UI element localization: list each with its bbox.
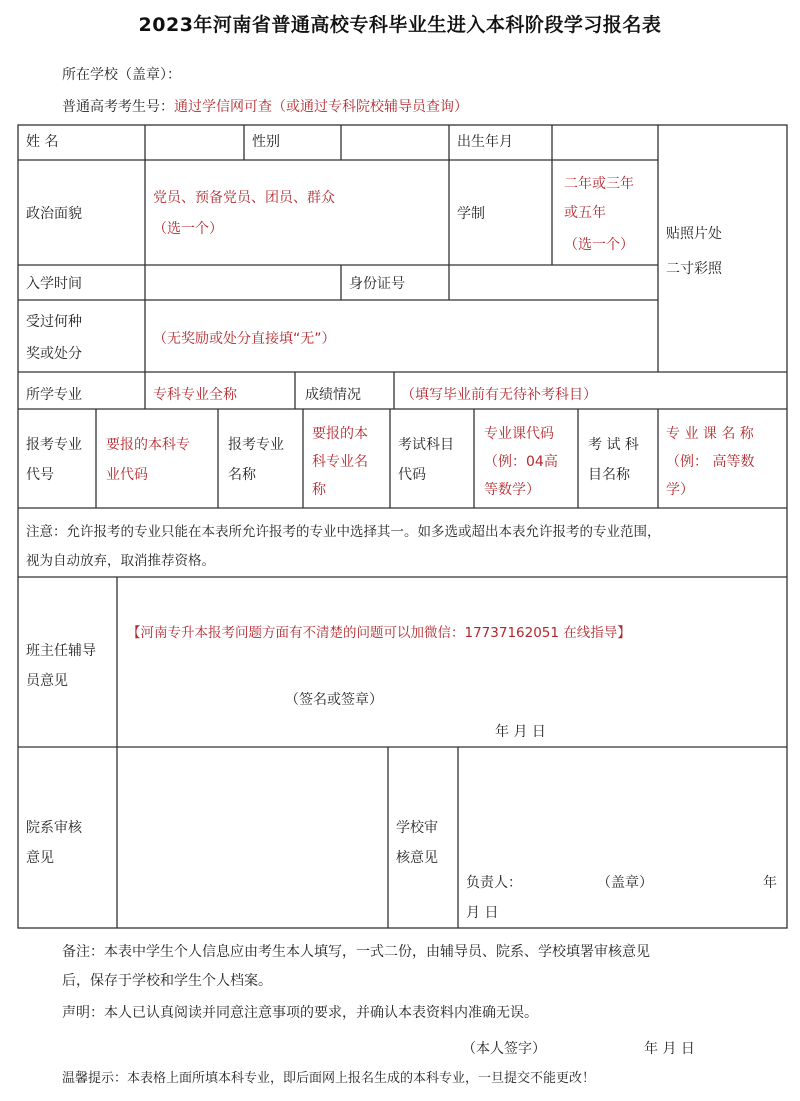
remark-line1: 备注：本表中学生个人信息应由考生本人填写，一式二份，由辅导员、院系、学校填署审核意见	[62, 944, 650, 960]
birth-label: 出生年月	[457, 134, 513, 150]
major-name-hint-line2: 科专业名	[312, 454, 368, 470]
advisor-date: 年 月 日	[495, 724, 546, 740]
subject-code-hint-line2: （例：04高	[484, 454, 558, 470]
major-code-label-line2: 代号	[26, 467, 54, 483]
subject-name-hint-line1: 专 业 课 名 称	[666, 426, 754, 442]
note-line1: 注意：允许报考的专业只能在本表所允许报考的专业中选择其一。如多选或超出本表允许报考的专业范围，	[26, 524, 661, 540]
id-number-label: 身份证号	[349, 276, 405, 292]
major-code-hint-line1: 要报的本科专	[106, 437, 190, 453]
major-hint: 专科专业全称	[153, 387, 237, 403]
exam-number-label: 普通高考考生号：	[62, 99, 174, 115]
award-label-line2: 奖或处分	[26, 346, 82, 362]
major-code-label-line1: 报考专业	[26, 437, 82, 453]
department-review-label-line2: 意见	[26, 850, 54, 866]
major-label: 所学专业	[26, 387, 82, 403]
responsible-person-label: 负责人：	[466, 875, 522, 891]
award-label-line1: 受过何种	[26, 314, 82, 330]
warm-tip: 温馨提示：本表格上面所填本科专业，即后面网上报名生成的本科专业，一旦提交不能更改！	[62, 1071, 596, 1086]
subject-code-hint-line1: 专业课代码	[484, 426, 554, 442]
self-signature-label: （本人签字）	[462, 1041, 546, 1057]
school-system-hint2: 或五年	[564, 205, 606, 221]
grade-label: 成绩情况	[305, 387, 361, 403]
subject-code-hint-line3: 等数学）	[484, 482, 540, 498]
major-name-hint-line3: 称	[312, 482, 326, 498]
exam-number-hint: 通过学信网可查（或通过专科院校辅导员查询）	[174, 99, 468, 115]
school-review-month-day: 月 日	[466, 905, 499, 921]
statement: 声明：本人已认真阅读并同意注意事项的要求，并确认本表资料内准确无误。	[62, 1005, 538, 1021]
major-code-hint-line2: 业代码	[106, 467, 148, 483]
note-line2: 视为自动放弃，取消推荐资格。	[26, 553, 215, 569]
subject-name-label-line2: 目名称	[588, 467, 630, 483]
award-hint: （无奖励或处分直接填“无”）	[153, 331, 336, 347]
subject-code-label-line2: 代码	[398, 467, 426, 483]
signature-or-seal-label: （签名或签章）	[285, 692, 383, 708]
grade-hint: （填写毕业前有无待补考科目）	[401, 387, 597, 403]
politics-hint: 党员、预备党员、团员、群众	[153, 190, 335, 206]
school-seal-label: 所在学校（盖章）：	[62, 67, 181, 83]
seal-label: （盖章）	[597, 875, 653, 891]
subject-name-hint-line2: （例： 高等数	[666, 454, 755, 470]
self-signature-date: 年 月 日	[644, 1041, 695, 1057]
major-name-label-line1: 报考专业	[228, 437, 284, 453]
advisor-opinion-label-line1: 班主任辅导	[26, 643, 96, 659]
politics-choose-one: （选一个）	[153, 221, 223, 237]
form-title: 2023年河南省普通高校专科毕业生进入本科阶段学习报名表	[138, 14, 662, 36]
school-system-hint3: （选一个）	[564, 237, 634, 253]
school-review-label-line1: 学校审	[396, 820, 438, 836]
gender-label: 性别	[252, 134, 280, 150]
department-review-label-line1: 院系审核	[26, 820, 82, 836]
school-system-hint1: 二年或三年	[564, 176, 634, 192]
subject-name-hint-line3: 学）	[666, 482, 694, 498]
major-name-hint-line1: 要报的本	[312, 426, 368, 442]
photo-placeholder-line1: 贴照片处	[666, 226, 722, 242]
photo-placeholder-line2: 二寸彩照	[666, 261, 722, 277]
major-name-label-line2: 名称	[228, 467, 256, 483]
subject-name-label-line1: 考 试 科	[588, 437, 639, 453]
enroll-date-label: 入学时间	[26, 276, 82, 292]
advisor-opinion-label-line2: 员意见	[26, 673, 68, 689]
name-label: 姓 名	[26, 134, 59, 150]
politics-label: 政治面貌	[26, 206, 82, 222]
school-system-label: 学制	[457, 206, 485, 222]
school-review-label-line2: 核意见	[396, 850, 438, 866]
school-review-year: 年	[763, 875, 777, 891]
subject-code-label-line1: 考试科目	[398, 437, 454, 453]
wechat-notice: 【河南专升本报考问题方面有不清楚的问题可以加微信：17737162051 在线指导】	[127, 625, 631, 641]
remark-line2: 后，保存于学校和学生个人档案。	[62, 973, 272, 989]
